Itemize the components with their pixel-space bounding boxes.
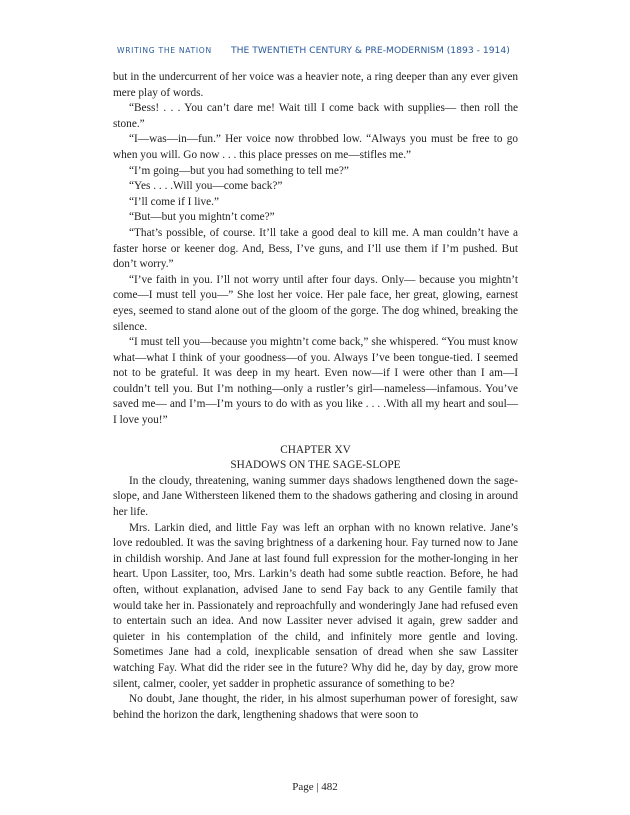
paragraph: In the cloudy, threatening, waning summer days shadows lengthened down the sage-slope, and Jane Withersteen likened them to the shadows gathering and closing in around her life.: [113, 474, 518, 519]
running-header: [117, 38, 537, 57]
paragraph: “Yes . . . .Will you—come back?”: [129, 180, 283, 193]
paragraph: “I’m going—but you had something to tell me?”: [129, 164, 349, 177]
page-body: [113, 70, 518, 723]
chapter-number: CHAPTER XV: [280, 443, 351, 456]
paragraph: Mrs. Larkin died, and little Fay was left an orphan with no known relative. Jane’s love redoubled. It was the saving brightness of a darkening hour. Fay turned now to Jane in childish worship. And Jane at last found full expression for the mother-longing in her heart. Upon Lassiter, too, Mrs. Larkin’s death had some subtle reaction. Before, he had often, without explanation, advised Jane to send Fay back to any Gentile family that would take her in. Passionately and reproachfully and wonderingly Jane had refused even to entertain such an idea. And now Lassiter never advised it again, grew sadder and quieter in his contemplation of the child, and infinitely more gentle and loving. Sometimes Jane had a cold, inexplicable sensation of dread when she saw Lassiter watching Fay. What did the rider see in the future? Why did he, day by day, grow more silent, calmer, cooler, yet sadder in prophetic assurance of something to be?: [113, 521, 518, 690]
paragraph: No doubt, Jane thought, the rider, in his almost superhuman power of foresight, saw behind the horizon the dark, lengthening shadows that were soon to: [113, 693, 518, 721]
paragraph: “I must tell you—because you mightn’t come back,” she whispered. “You must know what—what I think of your goodness—of you. Always I’ve been tongue-tied. I seemed not to be grateful. It was deep in my heart. Even now—if I were other than I am—I couldn’t tell you. But I’m nothing—only a rustler’s girl—nameless—infamous. You’ve saved me— and I’m—I’m yours to do with as you like . . . .With all my heart and soul—I love you!”: [113, 336, 518, 427]
paragraph: “I’ll come if I live.”: [129, 195, 220, 208]
header-section-title: THE TWENTIETH CENTURY & PRE-MODERNISM (1893 - 1914): [230, 45, 510, 56]
paragraph: “But—but you mightn’t come?”: [129, 211, 275, 224]
page-number: Page | 482: [292, 781, 338, 793]
paragraph: “I’ve faith in you. I’ll not worry until after four days. Only— because you mightn’t come—I must tell you—” She lost her voice. Her pale face, her great, glowing, earnest eyes, seemed to stand alone out of the gloom of the gorge. The dog whined, breaking the silence.: [113, 273, 518, 333]
header-series-title: WRITING THE NATION: [117, 46, 212, 55]
paragraph: but in the undercurrent of her voice was a heavier note, a ring deeper than any ever given mere play of words.: [113, 71, 518, 99]
chapter-title: SHADOWS ON THE SAGE-SLOPE: [230, 459, 401, 472]
paragraph: “I—was—in—fun.” Her voice now throbbed low. “Always you must be free to go when you will. Go now . . . this place presses on me—stifles me.”: [113, 133, 518, 161]
paragraph: “Bess! . . . You can’t dare me! Wait till I come back with supplies— then roll the stone.”: [113, 102, 518, 130]
paragraph: “That’s possible, of course. It’ll take a good deal to kill me. A man couldn’t have a faster horse or keener dog. And, Bess, I’ve guns, and I’ll use them if I’m pushed. But don’t worry.”: [113, 226, 518, 271]
